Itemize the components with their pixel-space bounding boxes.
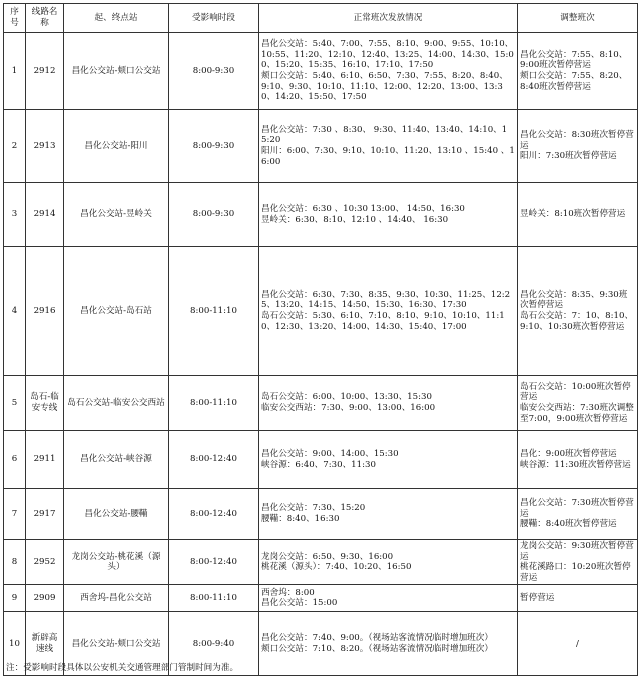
- adjust-line: 昌化公交站：7:30班次暂停营运: [520, 498, 634, 519]
- row-adjust: [518, 183, 638, 247]
- row-stations: 昌化公交站-峡谷源: [64, 431, 169, 489]
- row-route: 2911: [26, 431, 64, 489]
- row-normal: [259, 110, 518, 183]
- adjust-line: 临安公交西站：7:30班次调整至7:00，9:00班次暂停营运: [520, 403, 634, 424]
- row-normal: [259, 540, 518, 585]
- adjust-line: 桃花溪路口：10:20班次暂停营运: [520, 562, 631, 583]
- adjust-line: 暂停营运: [520, 593, 555, 604]
- row-stations: 西舍坞-昌化公交站: [64, 585, 169, 612]
- row-normal: [259, 431, 518, 489]
- normal-line: 岛石公交站：5:30、6:10、7:10、8:10、9:10、10:10、11:10、12:30、13:20、14:00、14:30、15:40、17:00: [261, 311, 505, 332]
- row-stations: 龙岗公交站-桃花溪（源头）: [64, 540, 169, 585]
- row-route: 2912: [26, 33, 64, 110]
- row-normal: [259, 585, 518, 612]
- header-period: 受影响时段: [169, 4, 259, 33]
- row-no: 2: [4, 110, 26, 183]
- row-period: 8:00-11:10: [169, 247, 259, 376]
- normal-line: 昌化公交站：9:00、14:00、15:30: [261, 448, 399, 459]
- normal-line: 昌化公交站：15:00: [261, 598, 338, 609]
- row-period: 8:00-12:40: [169, 489, 259, 540]
- normal-line: 昌化公交站：6:30 、10:30 13:00、 14:50、16:30: [261, 203, 465, 214]
- adjust-line: 颊口公交站：7:55、8:20、8:40班次暂停营运: [520, 71, 628, 92]
- header-adjust: 调整班次: [518, 4, 638, 33]
- row-period: 8:00-9:40: [169, 612, 259, 676]
- adjust-line: 岛石公交站：7：10、8:10、9:10、10:30班次暂停营运: [520, 311, 634, 332]
- row-period: 8:00-9:30: [169, 183, 259, 247]
- table-row: [4, 247, 638, 376]
- row-normal: [259, 612, 518, 676]
- row-no: 4: [4, 247, 26, 376]
- adjust-line: 龙岗公交站：9:30班次暂停营运: [520, 541, 634, 562]
- row-no: 8: [4, 540, 26, 585]
- row-adjust: [518, 540, 638, 585]
- table-row: [4, 540, 638, 585]
- row-route: 2917: [26, 489, 64, 540]
- header-stations: 起、终点站: [64, 4, 169, 33]
- row-adjust: [518, 612, 638, 676]
- row-stations: 昌化公交站-颊口公交站: [64, 33, 169, 110]
- table-row: [4, 110, 638, 183]
- normal-line: 昌化公交站：7:30 、8:30、 9:30、11:40、13:40、14:10、15:20: [261, 124, 508, 146]
- adjust-line: 阳川：7:30班次暂停营运: [520, 151, 617, 162]
- adjust-line: 昌化：9:00班次暂停营运: [520, 448, 617, 459]
- row-no: 6: [4, 431, 26, 489]
- row-adjust: [518, 489, 638, 540]
- table-row: [4, 585, 638, 612]
- adjust-line: 昌化公交站：8:30班次暂停营运: [520, 130, 634, 151]
- row-normal: [259, 183, 518, 247]
- normal-line: 颊口公交站：5:40、6:10、6:50、7:30、7:55、8:20、8:40、9:10、9:30、10:10、11:10、12:00、12:20、13:00、13:30、14:20、15:50、17:50: [261, 71, 508, 103]
- normal-line: 岛石公交站：6:00、10:00、13:30、15:30: [261, 392, 432, 403]
- normal-line: 颊口公交站：7:10、8:20。（视场站客流情况临时增加班次）: [261, 643, 493, 654]
- normal-line: 西舍坞：8:00: [261, 587, 315, 598]
- row-stations: 昌化公交站-腰鞴: [64, 489, 169, 540]
- row-route: 2909: [26, 585, 64, 612]
- header-no: 序号: [4, 4, 26, 33]
- row-stations: 昌化公交站-岛石站: [64, 247, 169, 376]
- row-period: 8:00-12:40: [169, 431, 259, 489]
- row-route: 2914: [26, 183, 64, 247]
- adjust-line: 峡谷源：11:30班次暂停营运: [520, 459, 631, 470]
- row-stations: 昌化公交站-颊口公交站: [64, 612, 169, 676]
- row-adjust: [518, 431, 638, 489]
- row-route: 2916: [26, 247, 64, 376]
- table-header-row: [4, 4, 638, 33]
- normal-line: 峡谷源：6:40、7:30、11:30: [261, 459, 376, 470]
- row-no: 10: [4, 612, 26, 676]
- normal-line: 昱岭关：6:30、8:10、12:10 、14:40、 16:30: [261, 214, 449, 225]
- row-adjust: [518, 376, 638, 431]
- row-route: 2913: [26, 110, 64, 183]
- header-normal: 正常班次发放情况: [259, 4, 518, 33]
- adjust-line: 岛石公交站：10:00班次暂停营运: [520, 381, 631, 403]
- row-adjust: [518, 110, 638, 183]
- row-stations: 昌化公交站-阳川: [64, 110, 169, 183]
- header-route: 线路名称: [26, 4, 64, 33]
- row-no: 7: [4, 489, 26, 540]
- row-adjust: [518, 585, 638, 612]
- adjust-line: /: [576, 638, 579, 649]
- normal-line: 昌化公交站：7:30、15:20: [261, 503, 366, 514]
- row-normal: [259, 489, 518, 540]
- normal-line: 阳川：6:00、7:30、9:10、10:10、11:20、13:10 、15:40 、16:00: [261, 146, 515, 167]
- adjust-line: 昌化公交站：7:55、8:10、9:00班次暂停营运: [520, 49, 628, 71]
- table-row: [4, 376, 638, 431]
- row-stations: 岛石公交站-临安公交西站: [64, 376, 169, 431]
- row-stations: 昌化公交站-昱岭关: [64, 183, 169, 247]
- row-normal: [259, 247, 518, 376]
- normal-line: 昌化公交站：5:40、7:00、7:55、8:10、9:00、9:55、10:10、10:55、11:20、12:10、12:40、13:25、14:00、14:30、15:00、15:20、15:35、16:10、17:10、17:50: [261, 39, 514, 71]
- table-row: [4, 489, 638, 540]
- normal-line: 腰鞴：8:40、16:30: [261, 514, 340, 524]
- row-adjust: [518, 33, 638, 110]
- bus-schedule-table: [3, 3, 638, 676]
- row-no: 9: [4, 585, 26, 612]
- normal-line: 桃花溪（源头）：7:40、10:20、16:50: [261, 562, 412, 573]
- row-period: 8:00-9:30: [169, 33, 259, 110]
- row-adjust: [518, 247, 638, 376]
- table-row: [4, 183, 638, 247]
- normal-line: 龙岗公交站：6:50、9:30、16:00: [261, 551, 394, 562]
- footnote: 注：受影响时段具体以公安机关交通管理部门管制时间为准。: [6, 663, 239, 673]
- table-row: [4, 431, 638, 489]
- adjust-line: 昱岭关：8:10班次暂停营运: [520, 209, 626, 220]
- row-period: 8:00-11:10: [169, 585, 259, 612]
- row-route: 岛石-临安专线: [26, 376, 64, 431]
- row-no: 5: [4, 376, 26, 431]
- row-route: 2952: [26, 540, 64, 585]
- normal-line: 昌化公交站：7:40、9:00。（视场站客流情况临时增加班次）: [261, 633, 493, 644]
- row-no: 3: [4, 183, 26, 247]
- row-period: 8:00-12:40: [169, 540, 259, 585]
- row-no: 1: [4, 33, 26, 110]
- table-row: [4, 33, 638, 110]
- row-period: 8:00-9:30: [169, 110, 259, 183]
- row-normal: [259, 33, 518, 110]
- adjust-line: 昌化公交站：8:35、9:30班次暂停营运: [520, 289, 628, 311]
- normal-line: 昌化公交站：6:30、7:30、8:35、9:30、10:30、11:25、12:25、13:20、14:15、14:50、15:30、16:30、17:30: [261, 289, 511, 311]
- row-normal: [259, 376, 518, 431]
- row-route: 新辟高速线: [26, 612, 64, 676]
- adjust-line: 腰鞴：8:40班次暂停营运: [520, 519, 617, 530]
- normal-line: 临安公交西站：7:30、9:00、13:00、16:00: [261, 403, 436, 413]
- row-period: 8:00-11:10: [169, 376, 259, 431]
